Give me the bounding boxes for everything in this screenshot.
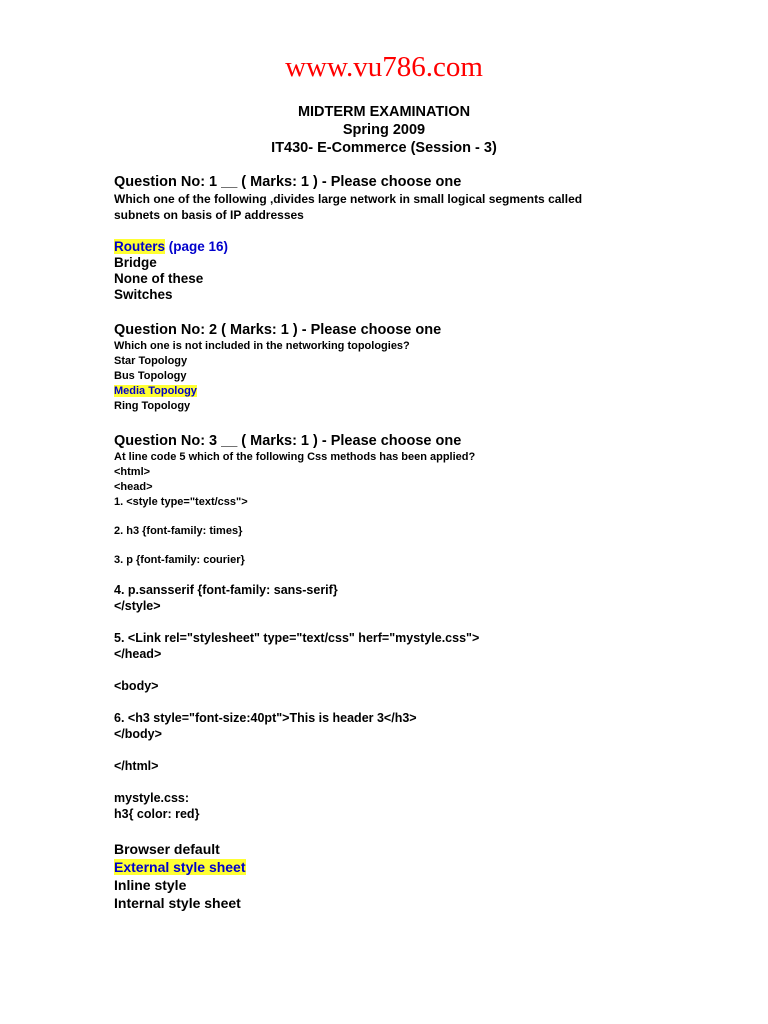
question-3-option: Browser default xyxy=(114,841,220,857)
question-1-title: Question No: 1 __ ( Marks: 1 ) - Please choose one xyxy=(114,174,462,190)
code-line: <body> xyxy=(114,679,159,693)
question-3-correct-option: External style sheet xyxy=(114,859,246,875)
code-line: 3. p {font-family: courier} xyxy=(114,554,245,566)
question-2-correct-option: Media Topology xyxy=(114,385,197,397)
code-line: <html> xyxy=(114,466,151,478)
question-3-option: Internal style sheet xyxy=(114,895,241,911)
question-3 xyxy=(114,432,734,912)
code-line: </html> xyxy=(114,759,159,773)
question-1-page-ref: (page 16) xyxy=(168,239,229,254)
code-line: 1. <style type="text/css"> xyxy=(114,496,248,508)
code-line: 4. p.sansserif {font-family: sans-serif} xyxy=(114,583,338,597)
question-1-text-line-2: subnets on basis of IP addresses xyxy=(114,208,304,222)
code-line: </head> xyxy=(114,647,162,661)
code-line: mystyle.css: xyxy=(114,791,190,805)
exam-content xyxy=(114,173,734,912)
exam-title: MIDTERM EXAMINATION xyxy=(297,104,471,120)
code-line: </style> xyxy=(114,599,161,613)
exam-term: Spring 2009 xyxy=(342,122,426,138)
question-3-text: At line code 5 which of the following Css methods has been applied? xyxy=(114,451,476,463)
code-line: 6. <h3 style="font-size:40pt">This is header 3</h3> xyxy=(114,711,417,725)
code-line: <head> xyxy=(114,481,153,493)
question-2-title: Question No: 2 ( Marks: 1 ) - Please choose one xyxy=(114,322,442,338)
question-1-correct-option: Routers xyxy=(114,239,166,254)
code-line: 2. h3 {font-family: times} xyxy=(114,525,243,537)
question-1 xyxy=(114,173,734,303)
question-1-option: Switches xyxy=(114,287,173,302)
question-2-text: Which one is not included in the networking topologies? xyxy=(114,340,410,352)
question-2 xyxy=(114,321,734,414)
question-2-option: Star Topology xyxy=(114,355,188,367)
question-2-option: Bus Topology xyxy=(114,370,187,382)
exam-header xyxy=(0,103,768,157)
question-1-answer xyxy=(114,239,734,255)
code-line: h3{ color: red} xyxy=(114,807,200,821)
question-3-option: Inline style xyxy=(114,877,187,893)
question-2-option: Ring Topology xyxy=(114,400,191,412)
exam-course: IT430- E-Commerce (Session - 3) xyxy=(271,140,497,156)
code-line: 5. <Link rel="stylesheet" type="text/css" herf="mystyle.css"> xyxy=(114,631,480,645)
site-url: www.vu786.com xyxy=(285,51,483,83)
question-1-option: None of these xyxy=(114,271,204,286)
code-line: </body> xyxy=(114,727,162,741)
question-1-text-line-1: Which one of the following ,divides large network in small logical segments called xyxy=(114,192,583,206)
question-3-title: Question No: 3 __ ( Marks: 1 ) - Please choose one xyxy=(114,433,462,449)
question-1-option: Bridge xyxy=(114,255,157,270)
